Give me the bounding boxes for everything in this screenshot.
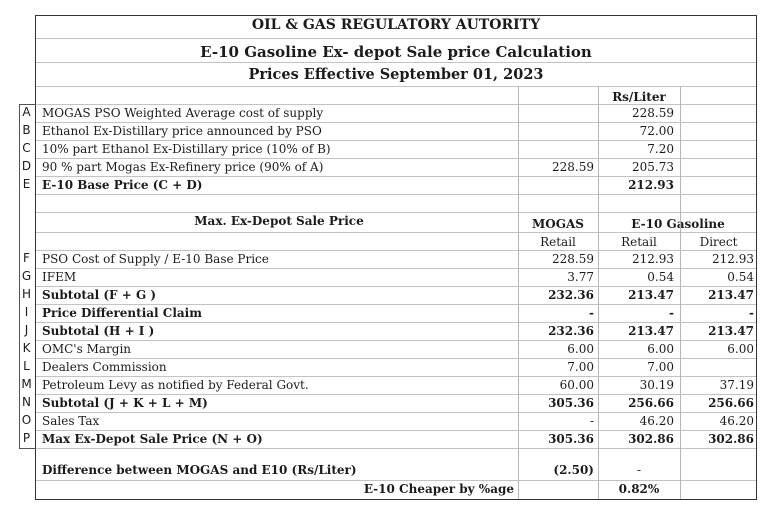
row-value-mogas: 305.36	[548, 396, 594, 410]
row-value-e10-retail: 302.86	[628, 432, 674, 446]
row-value-e10-retail: 212.93	[628, 178, 674, 192]
row-value-e10-retail: 205.73	[632, 160, 674, 174]
row-value-e10-direct: 37.19	[719, 378, 754, 392]
row-letter: A	[22, 105, 31, 119]
cheaper-value: 0.82%	[618, 482, 660, 496]
row-separator	[36, 394, 756, 395]
row-separator	[36, 286, 756, 287]
row-letter: P	[22, 431, 31, 445]
row-separator	[36, 448, 756, 449]
row-label: MOGAS PSO Weighted Average cost of supply	[42, 106, 324, 120]
row-separator	[36, 340, 756, 341]
row-label: 90 % part Mogas Ex-Refinery price (90% of A)	[42, 160, 324, 174]
row-value-e10-retail: 6.00	[647, 342, 674, 356]
row-label: Max Ex-Depot Sale Price (N + O)	[42, 432, 263, 446]
letter-column-bottom	[19, 448, 36, 449]
row-value-e10-retail: 256.66	[628, 396, 674, 410]
row-separator	[36, 430, 756, 431]
authority-title: OIL & GAS REGULATORY AUTORITY	[251, 17, 541, 33]
row-letter: M	[21, 377, 32, 391]
row-separator	[36, 212, 756, 213]
row-label: Petroleum Levy as notified by Federal Govt.	[42, 378, 309, 392]
column-divider	[518, 86, 519, 499]
row-letter: D	[21, 159, 32, 173]
row-separator	[36, 322, 756, 323]
row-value-mogas: -	[589, 306, 594, 320]
row-label: E-10 Base Price (C + D)	[42, 178, 203, 192]
difference-mogas: (2.50)	[553, 463, 594, 477]
difference-e10: -	[636, 463, 642, 477]
row-letter: F	[23, 251, 30, 265]
row-label: IFEM	[42, 270, 77, 284]
row-value-mogas: 6.00	[567, 342, 594, 356]
row-value-e10-direct: 256.66	[708, 396, 754, 410]
row-value-e10-direct: 6.00	[727, 342, 754, 356]
row-label: Dealers Commission	[42, 360, 167, 374]
row-separator	[36, 358, 756, 359]
row-separator	[36, 140, 756, 141]
row-label: Subtotal (J + K + L + M)	[42, 396, 208, 410]
row-separator	[36, 412, 756, 413]
row-label: Price Differential Claim	[42, 306, 202, 320]
section-title: Max. Ex-Depot Sale Price	[194, 214, 364, 228]
effective-date: Prices Effective September 01, 2023	[248, 66, 544, 83]
row-value-e10-retail: 72.00	[639, 124, 674, 138]
row-value-e10-retail: 212.93	[632, 252, 674, 266]
e10-direct-header: Direct	[699, 235, 738, 249]
row-value-mogas: 60.00	[559, 378, 594, 392]
row-value-e10-direct: 46.20	[719, 414, 754, 428]
row-label: OMC's Margin	[42, 342, 132, 356]
row-separator	[36, 376, 756, 377]
row-letter: G	[21, 269, 32, 283]
row-value-e10-retail: 7.20	[647, 142, 674, 156]
row-value-e10-direct: 213.47	[708, 324, 754, 338]
row-value-e10-direct: 213.47	[708, 288, 754, 302]
row-value-mogas: 305.36	[548, 432, 594, 446]
row-separator	[36, 268, 756, 269]
row-letter: O	[21, 413, 32, 427]
row-value-e10-retail: 7.00	[647, 360, 674, 374]
row-label: Subtotal (H + I )	[42, 324, 155, 338]
row-value-e10-retail: 213.47	[628, 324, 674, 338]
row-letter: K	[22, 341, 31, 355]
row-value-mogas: -	[589, 414, 594, 428]
row-separator	[36, 86, 756, 87]
row-value-e10-retail: 0.54	[647, 270, 674, 284]
row-separator	[36, 176, 756, 177]
row-value-e10-direct: -	[749, 306, 754, 320]
row-value-e10-retail: 46.20	[639, 414, 674, 428]
column-divider	[680, 86, 681, 499]
row-letter: J	[24, 323, 29, 337]
row-value-e10-direct: 212.93	[712, 252, 754, 266]
sheet-title: E-10 Gasoline Ex- depot Sale price Calculation	[200, 43, 592, 61]
row-value-mogas: 7.00	[567, 360, 594, 374]
row-separator	[36, 158, 756, 159]
mogas-header: MOGAS	[532, 217, 584, 231]
row-value-e10-direct: 0.54	[727, 270, 754, 284]
row-separator	[36, 104, 756, 105]
e10-header: E-10 Gasoline	[631, 217, 725, 231]
row-label: PSO Cost of Supply / E-10 Base Price	[42, 252, 269, 266]
letter-column-border	[19, 104, 20, 448]
unit-header: Rs/Liter	[612, 90, 666, 104]
row-value-mogas: 232.36	[548, 324, 594, 338]
row-value-mogas: 3.77	[567, 270, 594, 284]
row-letter: L	[23, 359, 30, 373]
row-value-e10-retail: 30.19	[639, 378, 674, 392]
row-separator	[36, 304, 756, 305]
row-letter: B	[22, 123, 31, 137]
row-separator	[36, 38, 756, 39]
row-letter: I	[24, 305, 29, 319]
column-divider	[598, 86, 599, 499]
row-letter: E	[22, 177, 31, 191]
row-separator	[36, 62, 756, 63]
difference-label: Difference between MOGAS and E10 (Rs/Liter)	[42, 463, 357, 477]
row-label: Subtotal (F + G )	[42, 288, 157, 302]
mogas-retail-header: Retail	[540, 235, 576, 249]
row-label: Ethanol Ex-Distillary price announced by PSO	[42, 124, 322, 138]
e10-retail-header: Retail	[621, 235, 657, 249]
row-value-mogas: 232.36	[548, 288, 594, 302]
row-separator	[36, 250, 756, 251]
row-label: Sales Tax	[42, 414, 100, 428]
row-label: 10% part Ethanol Ex-Distillary price (10% of B)	[42, 142, 331, 156]
row-value-e10-direct: 302.86	[708, 432, 754, 446]
row-separator	[36, 480, 756, 481]
row-value-mogas: 228.59	[552, 160, 594, 174]
row-letter: N	[22, 395, 31, 409]
row-separator	[36, 122, 756, 123]
row-value-e10-retail: 213.47	[628, 288, 674, 302]
row-separator	[36, 194, 756, 195]
letter-column-top	[19, 104, 36, 105]
row-separator	[36, 232, 756, 233]
cheaper-label: E-10 Cheaper by %age	[363, 482, 514, 496]
row-letter: H	[21, 287, 32, 301]
row-value-e10-retail: -	[669, 306, 674, 320]
row-letter: C	[22, 141, 31, 155]
row-value-e10-retail: 228.59	[632, 106, 674, 120]
row-value-mogas: 228.59	[552, 252, 594, 266]
